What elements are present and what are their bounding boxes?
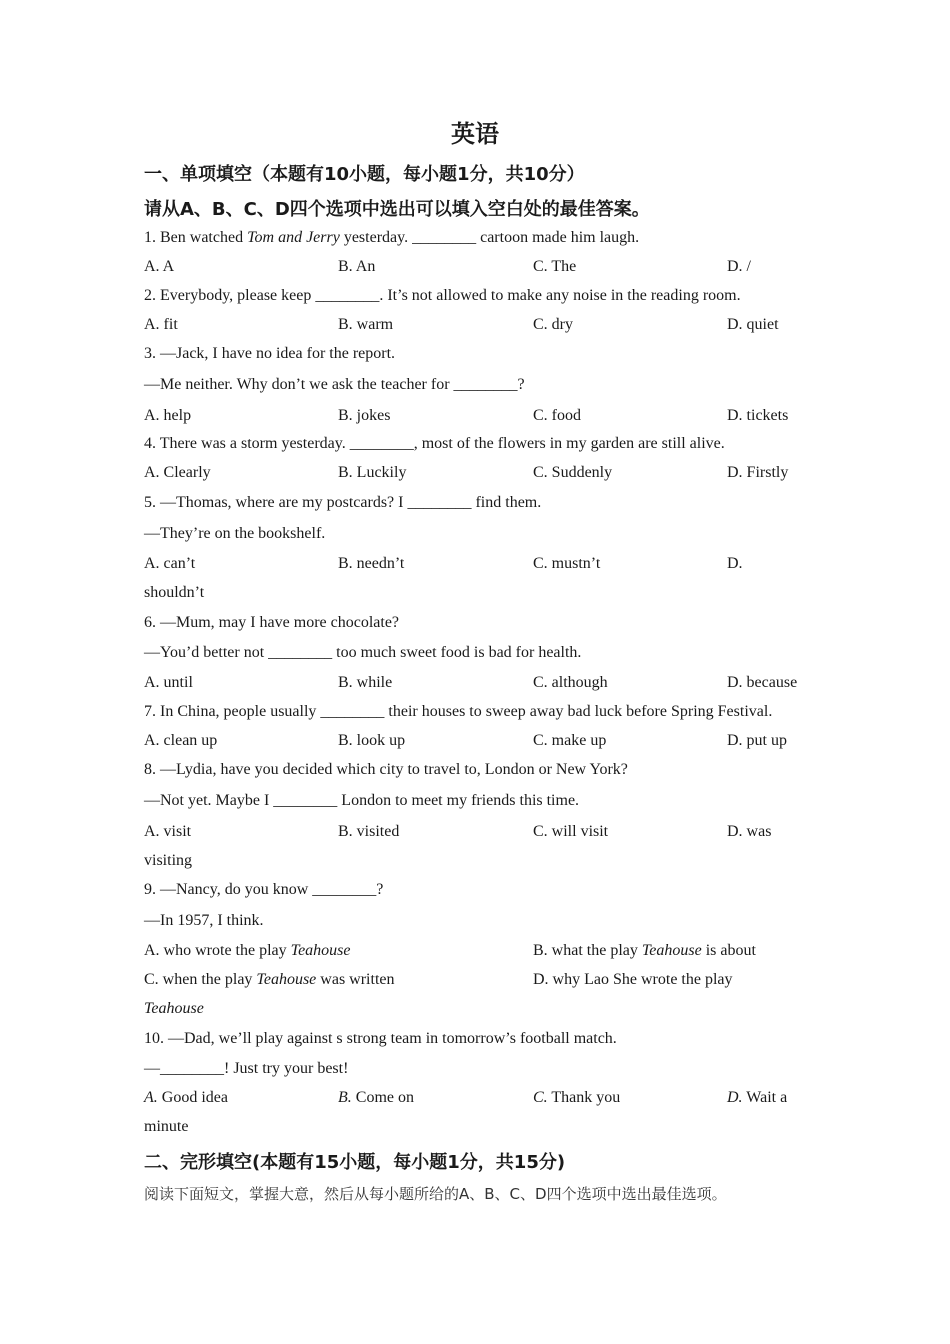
q6-option-c[interactable]: C. although	[533, 674, 608, 691]
question-5: 5. —Thomas, where are my postcards? I ________ find them.	[144, 494, 542, 511]
question-3: 3. —Jack, I have no idea for the report.	[144, 345, 396, 362]
q7-option-b[interactable]: B. look up	[338, 732, 406, 749]
section2-heading: 二、完形填空(本题有15小题，每小题1分，共15分)	[144, 1152, 566, 1173]
q5-option-d[interactable]: D.	[727, 555, 743, 572]
question-3-reply: —Me neither. Why don’t we ask the teacher for ________?	[144, 376, 525, 393]
q2-option-b[interactable]: B. warm	[338, 316, 394, 333]
q3-option-c[interactable]: C. food	[533, 407, 581, 424]
q4-option-c[interactable]: C. Suddenly	[533, 464, 613, 481]
q7-option-d[interactable]: D. put up	[727, 732, 787, 749]
q3-option-b[interactable]: B. jokes	[338, 407, 391, 424]
question-5-reply: —They’re on the bookshelf.	[144, 525, 326, 542]
q8-option-d-wrap[interactable]: visiting	[144, 852, 193, 869]
q7-option-c[interactable]: C. make up	[533, 732, 607, 749]
q1-option-a[interactable]: A. A	[144, 258, 175, 275]
q1-option-d[interactable]: D. /	[727, 258, 751, 275]
question-6: 6. —Mum, may I have more chocolate?	[144, 614, 400, 631]
q5-option-c[interactable]: C. mustn’t	[533, 555, 601, 572]
q8-option-b[interactable]: B. visited	[338, 823, 400, 840]
q2-option-a[interactable]: A. fit	[144, 316, 178, 333]
q2-option-d[interactable]: D. quiet	[727, 316, 779, 333]
q10-option-c[interactable]: C. Thank you	[533, 1089, 621, 1106]
q4-option-d[interactable]: D. Firstly	[727, 464, 789, 481]
q7-option-a[interactable]: A. clean up	[144, 732, 218, 749]
section2-instruction: 阅读下面短文，掌握大意，然后从每小题所给的A、B、C、D四个选项中选出最佳选项。	[144, 1185, 727, 1203]
question-7: 7. In China, people usually ________ their houses to sweep away bad luck before Spring Festival.	[144, 703, 773, 720]
q10-option-d[interactable]: D. Wait a	[727, 1089, 788, 1106]
page-title: 英语	[451, 120, 499, 148]
section1-instruction: 请从A、B、C、D四个选项中选出可以填入空白处的最佳答案。	[144, 199, 650, 220]
question-8-reply: —Not yet. Maybe I ________ London to meet my friends this time.	[144, 792, 580, 809]
q6-option-b[interactable]: B. while	[338, 674, 393, 691]
q6-option-a[interactable]: A. until	[144, 674, 193, 691]
q8-option-a[interactable]: A. visit	[144, 823, 192, 840]
q1-option-c[interactable]: C. The	[533, 258, 577, 275]
question-9-reply: —In 1957, I think.	[144, 912, 264, 929]
question-2: 2. Everybody, please keep ________. It’s not allowed to make any noise in the reading room.	[144, 287, 741, 304]
q8-option-d[interactable]: D. was	[727, 823, 772, 840]
q2-option-c[interactable]: C. dry	[533, 316, 573, 333]
q3-option-d[interactable]: D. tickets	[727, 407, 789, 424]
question-1: 1. Ben watched Tom and Jerry yesterday. ________ cartoon made him laugh.	[144, 229, 640, 246]
q1-italic: Tom and Jerry	[247, 229, 340, 246]
q3-option-a[interactable]: A. help	[144, 407, 192, 424]
question-6-reply: —You’d better not ________ too much sweet food is bad for health.	[144, 644, 582, 661]
q6-option-d[interactable]: D. because	[727, 674, 798, 691]
question-10: 10. —Dad, we’ll play against s strong team in tomorrow’s football match.	[144, 1030, 617, 1047]
q10-option-a[interactable]: A. Good idea	[144, 1089, 228, 1106]
q8-option-c[interactable]: C. will visit	[533, 823, 609, 840]
q9-option-a[interactable]: A. who wrote the play Teahouse	[144, 942, 351, 959]
q5-option-d-wrap[interactable]: shouldn’t	[144, 584, 205, 601]
q9-option-d[interactable]: D. why Lao She wrote the play	[533, 971, 733, 988]
question-9: 9. —Nancy, do you know ________?	[144, 881, 384, 898]
q9-option-d-wrap[interactable]: Teahouse	[144, 1000, 204, 1017]
q10-option-b[interactable]: B. Come on	[338, 1089, 414, 1106]
q9-option-b[interactable]: B. what the play Teahouse is about	[533, 942, 756, 959]
q1-option-b[interactable]: B. An	[338, 258, 376, 275]
q10-option-d-wrap[interactable]: minute	[144, 1118, 189, 1135]
question-8: 8. —Lydia, have you decided which city to travel to, London or New York?	[144, 761, 628, 778]
q5-option-a[interactable]: A. can’t	[144, 555, 196, 572]
q4-option-a[interactable]: A. Clearly	[144, 464, 211, 481]
question-4: 4. There was a storm yesterday. ________, most of the flowers in my garden are still alive.	[144, 435, 725, 452]
question-10-reply: —________! Just try your best!	[144, 1060, 349, 1077]
q5-option-b[interactable]: B. needn’t	[338, 555, 405, 572]
q4-option-b[interactable]: B. Luckily	[338, 464, 407, 481]
section1-heading: 一、单项填空（本题有10小题，每小题1分，共10分）	[144, 164, 585, 185]
q9-option-c[interactable]: C. when the play Teahouse was written	[144, 971, 395, 988]
